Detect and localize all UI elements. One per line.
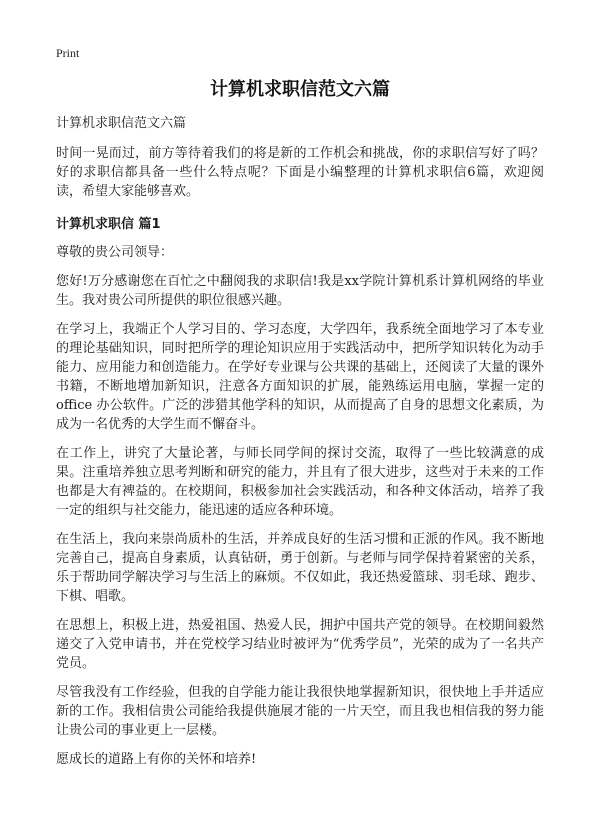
intro-paragraph: 时间一晃而过，前方等待着我们的将是新的工作机会和挑战，你的求职信写好了吗？好的求职信都具备一些什么特点呢？下面是小编整理的计算机求职信6篇，欢迎阅读，希望大家能够喜欢。 [56, 146, 544, 199]
section-heading: 计算机求职信 篇1 [56, 217, 161, 232]
body-paragraph-ability: 尽管我没有工作经验，但我的自学能力能让我很快地掌握新知识，很快地上手并适应新的工作。我相信贵公司能给我提供施展才能的一片天空，而且我也相信我的努力能让贵公司的事业更上一层楼。 [56, 685, 544, 738]
document-subtitle: 计算机求职信范文六篇 [56, 116, 187, 131]
page-title: 计算机求职信范文六篇 [210, 79, 390, 100]
body-paragraph-life: 在生活上，我向来崇尚质朴的生活，并养成良好的生活习惯和正派的作风。我不断地完善自己，提高自身素质，认真钻研，勇于创新。与老师与同学保持着紧密的关系，乐于帮助同学解决学习与生活上的麻烦。不仅如此，我还热爱篮球、羽毛球、跑步、下棋、唱歌。 [56, 532, 544, 604]
salutation: 尊敬的贵公司领导： [56, 245, 174, 260]
body-paragraph-work: 在工作上，讲究了大量论著，与师长同学间的探讨交流，取得了一些比较满意的成果。注重培养独立思考判断和研究的能力，并且有了很大进步，这些对于未来的工作也都是大有裨益的。在校期间，积极参加社会实践活动，和各种文体活动，培养了我一定的组织与社交能力，能迅速的适应各种环境。 [56, 446, 544, 518]
body-paragraph-greeting: 您好!万分感谢您在百忙之中翻阅我的求职信!我是xx学院计算机系计算机网络的毕业生。我对贵公司所提供的职位很感兴趣。 [56, 274, 544, 308]
print-link[interactable]: Print [56, 46, 80, 60]
body-paragraph-study: 在学习上，我端正个人学习目的、学习态度，大学四年，我系统全面地学习了本专业的理论基础知识，同时把所学的理论知识应用于实践活动中，把所学知识转化为动手能力、应用能力和创造能力。在学好专业课与公共课的基础上，还阅读了大量的课外书籍，不断地增加新知识，注意各方面知识的扩展，能熟练运用电脑，掌握一定的office 办公软件。广泛的涉猎其他学科的知识，从而提高了自身的思想文化素质，为成为一名优秀的大学生而不懈奋斗。 [56, 322, 544, 432]
body-paragraph-closing: 愿成长的道路上有你的关怀和培养! [56, 752, 257, 767]
body-paragraph-thought: 在思想上，积极上进，热爱祖国、热爱人民，拥护中国共产党的领导。在校期间毅然递交了入党申请书，并在党校学习结业时被评为“优秀学员”，光荣的成为了一名共产党员。 [56, 618, 544, 671]
